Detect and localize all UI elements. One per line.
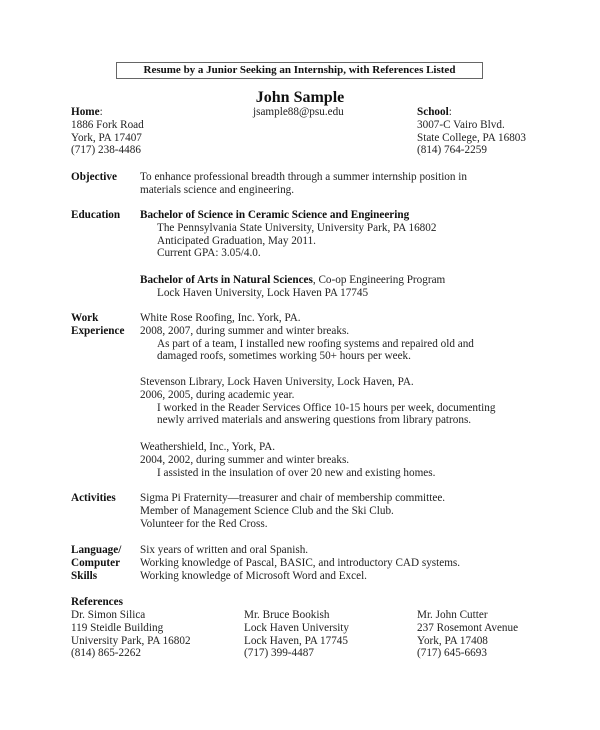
reference-line: Lock Haven, PA 17745 xyxy=(244,634,348,647)
degree-detail: Current GPA: 3.05/4.0. xyxy=(157,247,261,260)
home-colon: : xyxy=(99,106,103,118)
job-description: damaged roofs, sometimes working 50+ hours per week. xyxy=(157,350,411,363)
degree-detail: The Pennsylvania State University, University Park, PA 16802 xyxy=(157,221,437,234)
education-heading: Education xyxy=(71,209,121,221)
degree-detail: Anticipated Graduation, May 2011. xyxy=(157,234,316,247)
skill-item: Working knowledge of Pascal, BASIC, and introductory CAD systems. xyxy=(140,556,461,569)
job-employer: Weathershield, Inc., York, PA. xyxy=(140,441,276,453)
job-employer: White Rose Roofing, Inc. York, PA. xyxy=(140,312,301,324)
reference-line: York, PA 17408 xyxy=(417,634,488,647)
job-entry xyxy=(140,312,474,363)
reference-name: Mr. John Cutter xyxy=(417,609,488,621)
reference-name: Mr. Bruce Bookish xyxy=(244,609,330,621)
activity-item: Sigma Pi Fraternity—treasurer and chair of membership committee. xyxy=(140,492,446,504)
education-degree xyxy=(140,209,436,260)
home-label: Home xyxy=(71,106,100,118)
reference-phone: (717) 399-4487 xyxy=(244,647,314,660)
reference-line: University Park, PA 16802 xyxy=(71,634,191,647)
school-line: (814) 764-2259 xyxy=(417,144,487,157)
job-description: newly arrived materials and answering questions from library patrons. xyxy=(157,414,472,427)
job-description: I worked in the Reader Services Office 10-15 hours per week, documenting xyxy=(157,401,496,414)
reference-phone: (814) 865-2262 xyxy=(71,647,141,660)
education-degree xyxy=(140,274,445,300)
activities-list xyxy=(140,492,445,530)
job-dates: 2008, 2007, during summer and winter breaks. xyxy=(140,324,350,337)
school-line: 3007-C Vairo Blvd. xyxy=(417,118,505,131)
home-line: 1886 Fork Road xyxy=(71,118,144,131)
job-dates: 2006, 2005, during academic year. xyxy=(140,388,295,401)
degree-detail: Lock Haven University, Lock Haven PA 17745 xyxy=(157,286,369,299)
degree-title: Bachelor of Science in Ceramic Science and Engineering xyxy=(140,209,410,221)
job-description: I assisted in the insulation of over 20 new and existing homes. xyxy=(157,466,436,479)
reference-entry xyxy=(417,609,518,660)
skills-heading xyxy=(71,544,121,582)
skills-list xyxy=(140,544,460,582)
reference-entry xyxy=(71,609,191,660)
activities-heading: Activities xyxy=(71,492,116,504)
objective-line: To enhance professional breadth through a summer internship position in xyxy=(140,171,467,183)
skills-heading-line: Language/ xyxy=(71,544,122,556)
work-heading-line: Experience xyxy=(71,324,125,337)
reference-name: Dr. Simon Silica xyxy=(71,609,146,621)
job-dates: 2004, 2002, during summer and winter breaks. xyxy=(140,453,350,466)
reference-phone: (717) 645-6693 xyxy=(417,647,487,660)
degree-suffix: , Co-op Engineering Program xyxy=(312,274,446,286)
references-heading: References xyxy=(71,596,123,608)
school-label: School xyxy=(417,106,449,118)
home-address xyxy=(71,106,144,157)
skills-heading-line: Computer xyxy=(71,556,121,569)
work-heading xyxy=(71,312,124,338)
objective-line: materials science and engineering. xyxy=(140,183,295,196)
degree-title: Bachelor of Arts in Natural Sciences xyxy=(140,274,313,286)
job-employer: Stevenson Library, Lock Haven University, Lock Haven, PA. xyxy=(140,376,414,388)
school-address xyxy=(417,106,526,157)
objective-text xyxy=(140,171,467,197)
activity-item: Member of Management Science Club and the Ski Club. xyxy=(140,504,394,517)
job-description: As part of a team, I installed new roofing systems and repaired old and xyxy=(157,337,474,350)
work-heading-line: Work xyxy=(71,312,99,324)
document-title: Resume by a Junior Seeking an Internship, with References Listed xyxy=(116,62,483,79)
job-entry xyxy=(140,441,435,479)
skills-heading-line: Skills xyxy=(71,569,98,582)
reference-entry xyxy=(244,609,349,660)
skill-item: Six years of written and oral Spanish. xyxy=(140,544,309,556)
home-line: (717) 238-4486 xyxy=(71,144,141,157)
school-colon: : xyxy=(448,106,452,118)
applicant-name: John Sample xyxy=(255,89,345,106)
activity-item: Volunteer for the Red Cross. xyxy=(140,517,268,530)
skill-item: Working knowledge of Microsoft Word and Excel. xyxy=(140,569,367,582)
job-entry xyxy=(140,376,495,427)
reference-line: 119 Steidle Building xyxy=(71,621,164,634)
email[interactable]: jsample88@psu.edu xyxy=(253,106,344,118)
objective-heading: Objective xyxy=(71,171,117,183)
reference-line: 237 Rosemont Avenue xyxy=(417,621,519,634)
school-line: State College, PA 16803 xyxy=(417,131,526,144)
home-line: York, PA 17407 xyxy=(71,131,142,144)
reference-line: Lock Haven University xyxy=(244,621,350,634)
